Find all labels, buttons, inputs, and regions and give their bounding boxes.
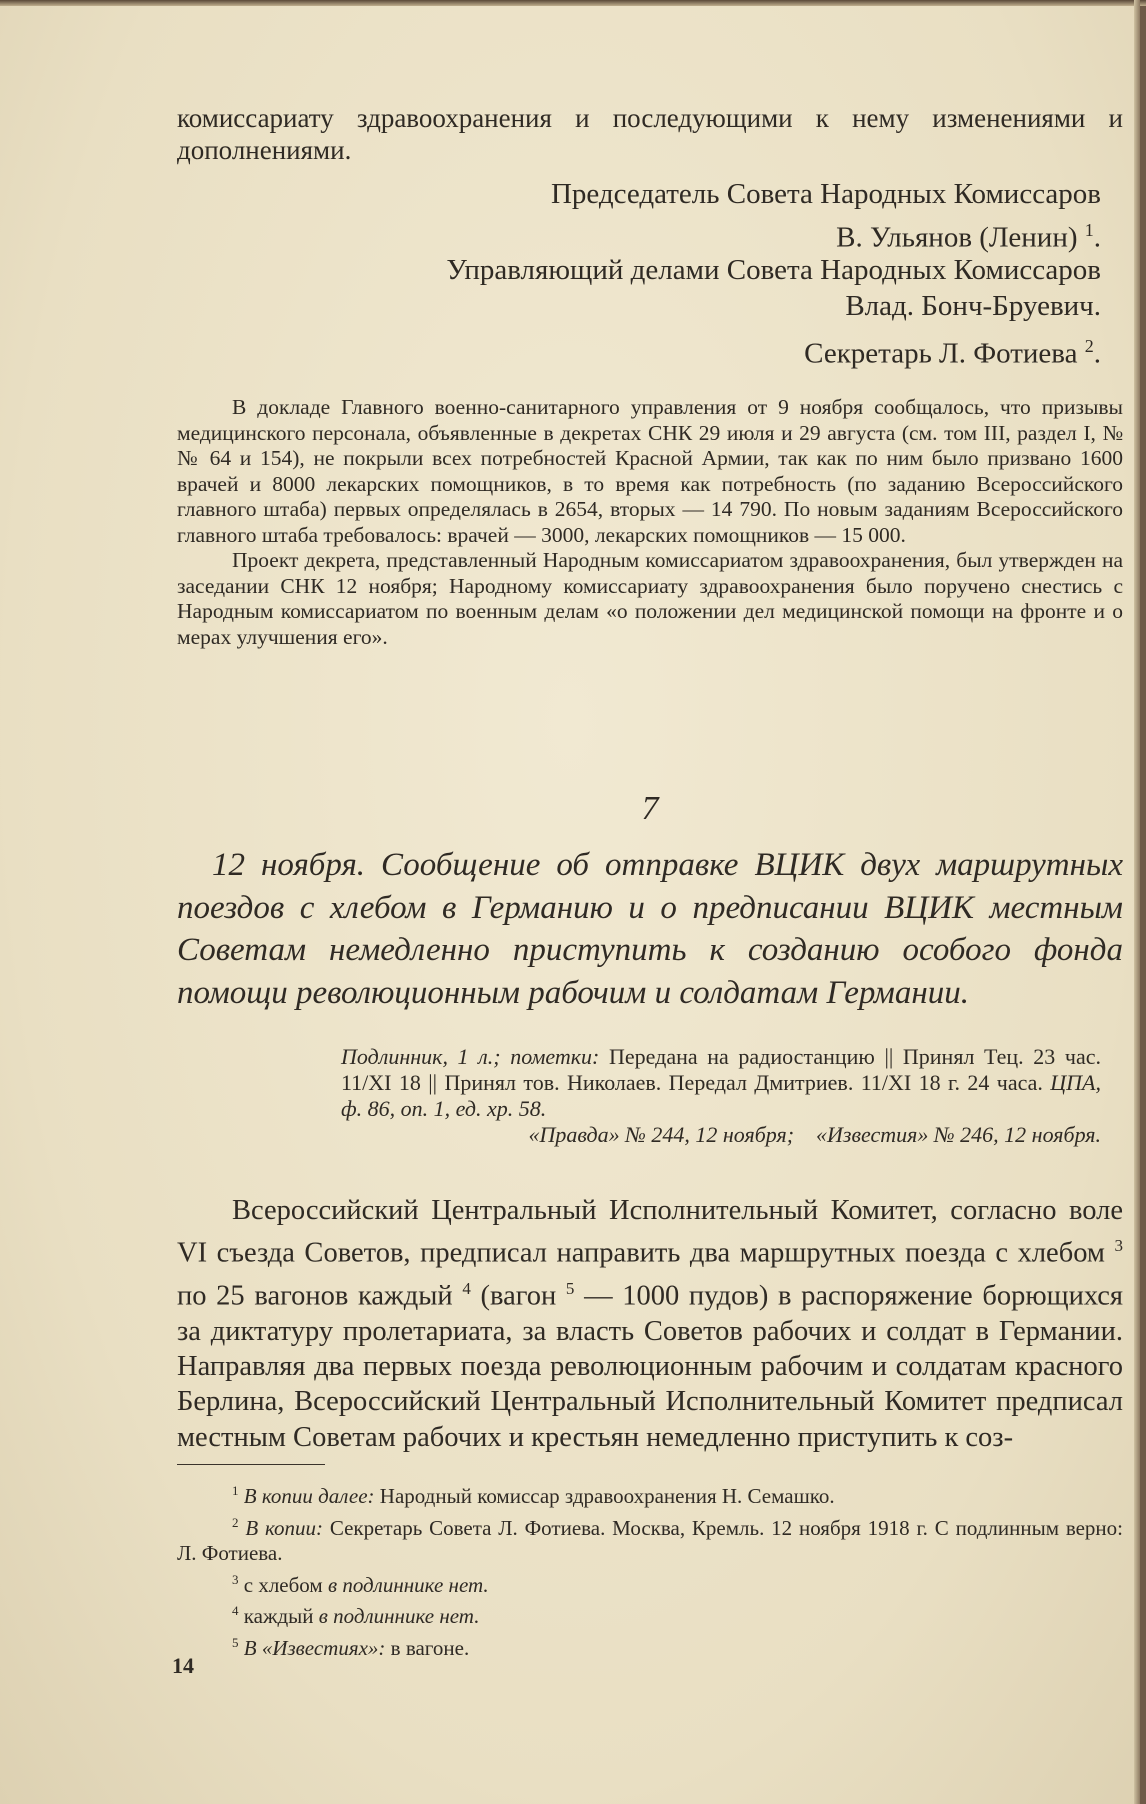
main-text-part-2: по 25 вагонов каждый	[177, 1280, 453, 1312]
footnote-mark-2: 2	[1084, 336, 1094, 356]
footnote-5-mark: 5	[232, 1634, 239, 1650]
source-archive: ЦПА, ф. 86, оп. 1, ед. хр. 58.	[341, 1070, 1101, 1121]
source-original-text: Передана на радиостанцию || Принял Тец. 23 час. 11/XI 18 || Принял тов. Николаев. Передал Дмитриев. 11/XI 18 г. 24 часа.	[341, 1044, 1102, 1095]
footnote-2-italic: В копии:	[245, 1515, 323, 1540]
commentary-paragraph-2: Проект декрета, представленный Народным комиссариатом здравоохранения, был утвержден на заседании СНК 12 ноября; Народному комиссариату здравоохранения было поручено снестись с Народным комиссариатом по военным делам «о положении дел медицинской помощи на фронте и о мерах улучшения его».	[177, 548, 1123, 649]
footnote-2-text: Секретарь Совета Л. Фотиева. Москва, Кремль. 12 ноября 1918 г. С подлинным верно: Л. Фотиева.	[177, 1515, 1123, 1565]
source-original-label: Подлинник, 1 л.; пометки:	[341, 1044, 600, 1069]
footnote-1-italic: В копии далее:	[243, 1484, 375, 1508]
manager-title: Управляющий делами Совета Народных Комиссаров	[446, 254, 1101, 286]
main-text-part-4: — 1000 пудов) в распоряжение борющихся за диктатуру пролетариата, за власть Советов рабочих и солдат в Германии. Направляя два первых поезда революционным рабочим и солдатам красного Берлина, Всероссийский Центральный Исполнительный Комитет предписал местным Советам рабочих и крестьян немедленно приступить к соз-	[177, 1280, 1124, 1453]
footnote-mark-4: 4	[462, 1279, 471, 1299]
page-number: 14	[172, 1653, 194, 1678]
footnote-mark-1: 1	[1084, 220, 1094, 240]
footnote-5	[177, 1630, 1123, 1662]
footnote-4-text: каждый	[243, 1604, 314, 1628]
manager-name: Влад. Бонч-Бруевич.	[845, 290, 1101, 322]
footnote-3-mark: 3	[232, 1571, 239, 1587]
source-publication-1: «Правда» № 244, 12 ноября;	[528, 1122, 795, 1147]
secretary-signature: Секретарь Л. Фотиева $^2$.	[804, 336, 1101, 370]
document-number: 7	[641, 790, 659, 827]
footnote-1-mark: 1	[232, 1483, 239, 1498]
page-right-edge	[1134, 0, 1140, 1804]
footnote-2	[177, 1510, 1123, 1567]
footnote-5-text: в вагоне.	[390, 1635, 470, 1660]
footnote-mark-5: 5	[565, 1279, 575, 1299]
footnote-1	[177, 1478, 1123, 1510]
footnote-1-text: Народный комиссар здравоохранения Н. Семашко.	[379, 1484, 835, 1508]
source-publication-2: «Известия» № 246, 12 ноября.	[816, 1122, 1101, 1147]
secretary-name: Секретарь Л. Фотиева	[804, 337, 1078, 370]
continuation-text: комиссариату здравоохранения и последующими к нему изменениями и дополнениями.	[177, 103, 1123, 165]
chair-title: Председатель Совета Народных Комиссаров	[550, 178, 1101, 210]
footnote-3-text: с хлебом	[243, 1572, 323, 1597]
footnote-mark-3: 3	[1114, 1236, 1123, 1256]
chair-name: В. Ульянов (Ленин)	[836, 221, 1078, 254]
footnote-2-mark: 2	[232, 1514, 239, 1530]
main-text-part-1: Всероссийский Центральный Исполнительный Комитет, согласно воле VI съезда Советов, предписал направить два маршрутных поезда с хлебом	[177, 1195, 1123, 1269]
footnote-4-mark: 4	[232, 1603, 239, 1618]
footnote-3-italic: в подлиннике нет.	[327, 1572, 489, 1597]
footnote-3	[177, 1567, 1123, 1599]
footnotes-block	[177, 1478, 1123, 1661]
main-text-part-3: (вагон	[480, 1280, 557, 1312]
document-heading: 12 ноября. Сообщение об отправке ВЦИК двух маршрутных поездов с хлебом в Германию и о предписании ВЦИК местным Советам немедленно приступить к созданию особого фонда помощи революционным рабочим и солдатам Германии.	[177, 847, 1123, 1011]
footnote-divider	[177, 1464, 325, 1465]
footnote-4	[177, 1598, 1123, 1630]
chair-name-line: В. Ульянов (Ленин) $^1$.	[836, 220, 1101, 254]
footnote-5-italic: В «Известиях»:	[243, 1635, 386, 1660]
footnote-4-italic: в подлиннике нет.	[318, 1604, 480, 1628]
commentary-paragraph-1: В докладе Главного военно-санитарного управления от 9 ноября сообщалось, что призывы медицинского персонала, объявленные в декретах СНК 29 июля и 29 августа (см. том III, раздел I, №№ 64 и 154), не покрыли всех потребностей Красной Армии, так как по ним было призвано 1600 врачей и 8000 лекарских помощников, в то время как потребность (по заданию Всероссийского главного штаба) первых определялась в 2654, вторых — 14 790. По новым заданиям Всероссийского главного штаба требовалось: врачей — 3000, лекарских помощников — 15 000.	[177, 395, 1123, 547]
